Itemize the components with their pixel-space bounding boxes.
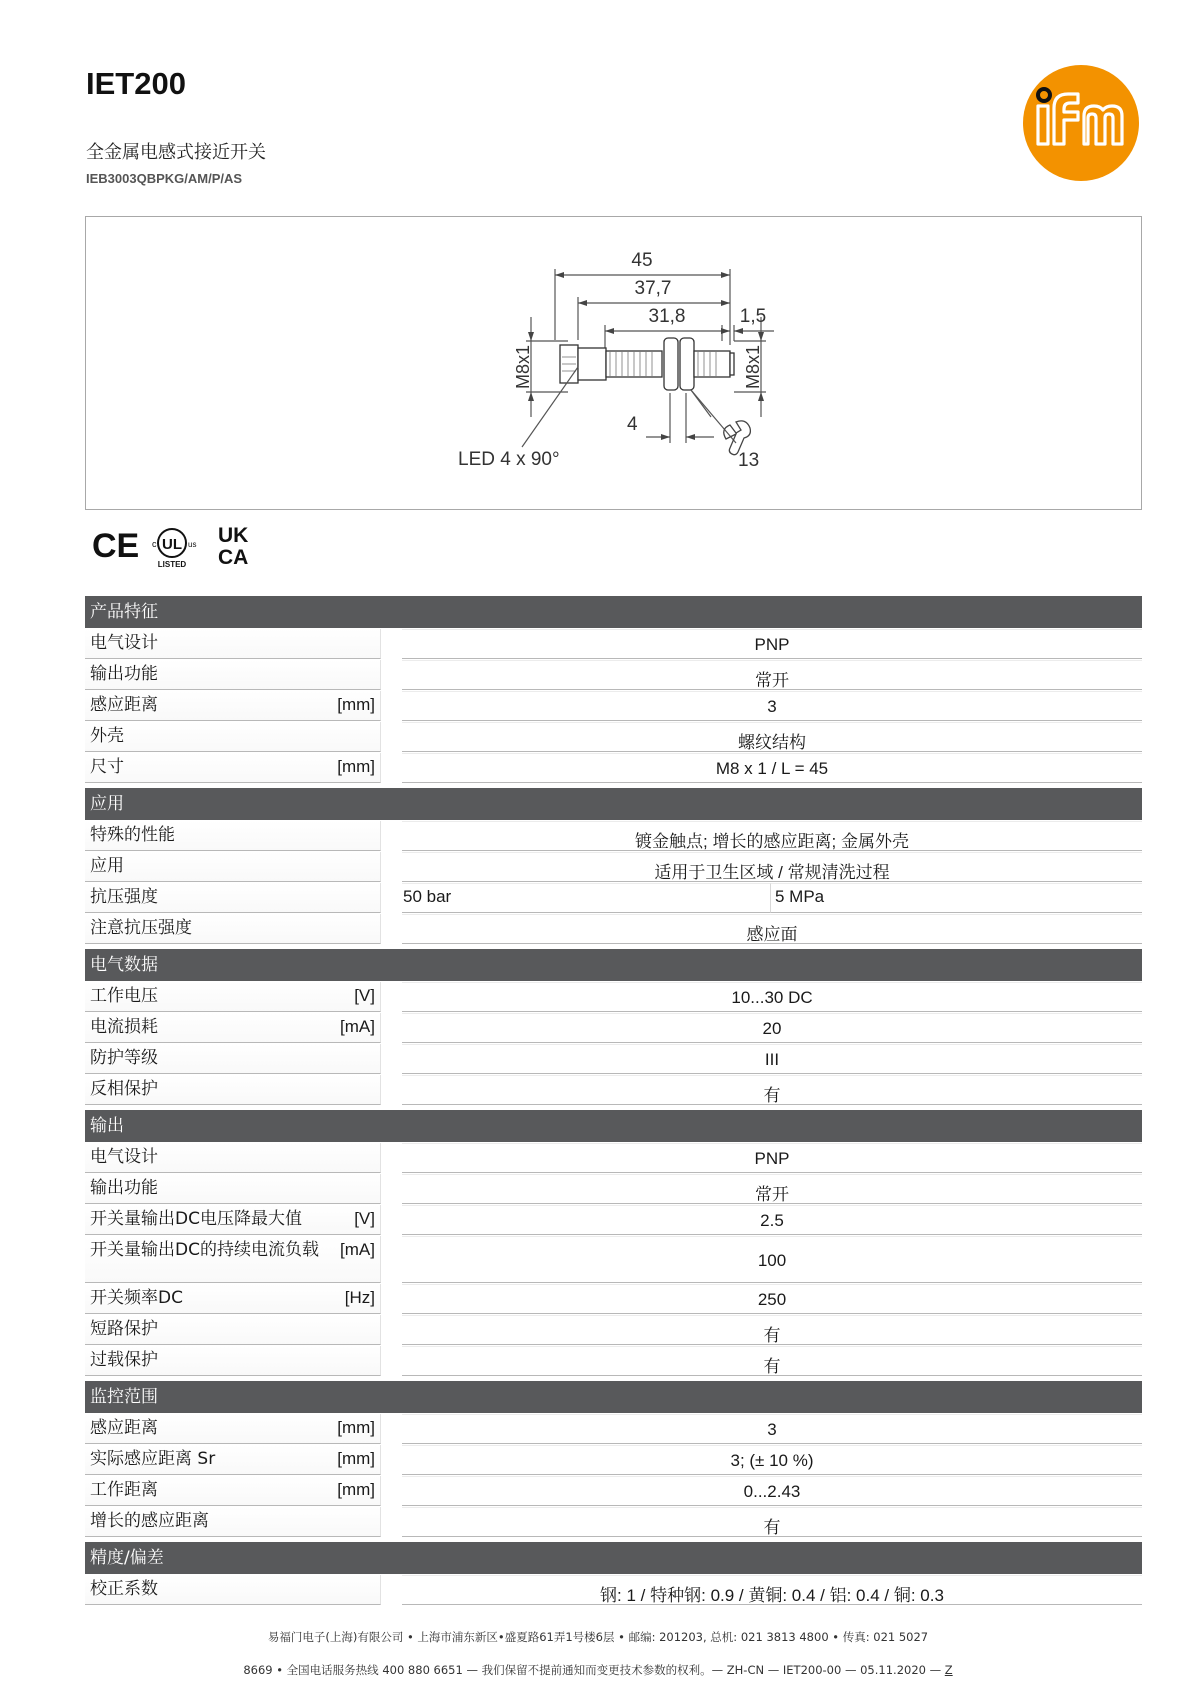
spec-row (85, 1284, 1142, 1314)
spec-label-cell (85, 1315, 381, 1345)
spec-value: 镀金触点; 增长的感应距离; 金属外壳 (402, 821, 1142, 851)
spec-row (85, 722, 1142, 752)
dimension-drawing (85, 216, 1142, 510)
product-subtitle: 全金属电感式接近开关 (86, 142, 266, 163)
spec-label-cell (85, 1346, 381, 1376)
dim-mid: 37,7 (634, 278, 672, 299)
wrench-size-label: 13 (738, 450, 760, 471)
thread-left-label: M8x1 (513, 344, 533, 390)
spec-value: 0...2.43 (402, 1476, 1142, 1506)
spec-value: 20 (402, 1013, 1142, 1043)
spec-value: 有 (402, 1346, 1142, 1376)
spec-label-cell (85, 722, 381, 752)
spec-value: PNP (402, 629, 1142, 659)
spec-unit: [mm] (337, 695, 375, 714)
spec-value: 适用于卫生区域 / 常规清洗过程 (402, 852, 1142, 882)
spec-label-cell (85, 1414, 381, 1444)
spec-row (85, 1143, 1142, 1173)
spec-label: 开关量输出DC的持续电流负载 (90, 1240, 319, 1260)
spec-row (85, 1476, 1142, 1506)
spec-row (85, 660, 1142, 690)
spec-label: 过载保护 (90, 1350, 158, 1370)
spec-value: M8 x 1 / L = 45 (402, 753, 1142, 783)
spec-unit: [mA] (340, 1240, 375, 1259)
spec-label: 反相保护 (90, 1079, 158, 1099)
spec-label: 注意抗压强度 (90, 918, 192, 938)
spec-label: 电流损耗 (90, 1017, 158, 1037)
spec-unit: [mm] (337, 1418, 375, 1437)
section-header: 应用 (85, 788, 1142, 820)
spec-label-cell (85, 1013, 381, 1043)
section-header: 电气数据 (85, 949, 1142, 981)
spec-label: 外壳 (90, 726, 124, 746)
spec-label: 输出功能 (90, 664, 158, 684)
ifm-logo-icon (1022, 64, 1140, 182)
spec-label: 校正系数 (90, 1579, 158, 1599)
section-header: 输出 (85, 1110, 1142, 1142)
spec-label-cell (85, 852, 381, 882)
spec-label-cell (85, 1476, 381, 1506)
spec-row (85, 1013, 1142, 1043)
spec-label: 实际感应距离 Sr (90, 1449, 216, 1469)
dim-thread: 31,8 (648, 306, 686, 327)
spec-label-cell (85, 753, 381, 783)
spec-label-cell (85, 1445, 381, 1475)
spec-label-cell (85, 1236, 381, 1283)
footer-doc-icon: Z (944, 1663, 953, 1677)
spec-label-cell (85, 982, 381, 1012)
spec-unit: [Hz] (344, 1288, 375, 1307)
spec-label: 工作距离 (90, 1480, 158, 1500)
spec-row (85, 982, 1142, 1012)
spec-label: 短路保护 (90, 1319, 158, 1339)
spec-row (85, 753, 1142, 783)
spec-row (85, 1575, 1142, 1605)
spec-row (85, 1346, 1142, 1376)
spec-value: 100 (402, 1236, 1142, 1283)
spec-label: 输出功能 (90, 1178, 158, 1198)
spec-label-cell (85, 660, 381, 690)
section-header: 监控范围 (85, 1381, 1142, 1413)
spec-row (85, 1445, 1142, 1475)
dim-end: 1,5 (739, 306, 767, 327)
section-header: 精度/偏差 (85, 1542, 1142, 1574)
spec-value: 250 (402, 1284, 1142, 1314)
spec-unit: [mA] (340, 1017, 375, 1036)
spec-label: 工作电压 (90, 986, 158, 1006)
spec-value: 钢: 1 / 特种钢: 0.9 / 黄铜: 0.4 / 铝: 0.4 / 铜: 0.3 (402, 1575, 1142, 1605)
svg-text:UL: UL (162, 536, 182, 553)
spec-row (85, 1236, 1142, 1283)
spec-label: 开关频率DC (90, 1288, 183, 1308)
spec-label: 感应距离 (90, 1418, 158, 1438)
spec-value: 感应面 (402, 914, 1142, 944)
spec-row (85, 852, 1142, 882)
certification-marks (90, 522, 270, 568)
spec-value: 常开 (402, 1174, 1142, 1204)
spec-label: 增长的感应距离 (90, 1511, 209, 1531)
spec-value: 有 (402, 1315, 1142, 1345)
footer-legal (0, 1662, 1196, 1678)
led-note: LED 4 x 90° (458, 449, 560, 470)
spec-label-cell (85, 1575, 381, 1605)
ukca-mark-icon (218, 524, 248, 568)
spec-value: 2.5 (402, 1205, 1142, 1235)
svg-text:us: us (188, 540, 197, 549)
spec-value: 有 (402, 1075, 1142, 1105)
spec-label: 电气设计 (90, 633, 158, 653)
spec-label-cell (85, 691, 381, 721)
spec-label: 应用 (90, 856, 124, 876)
spec-value: 3 (402, 691, 1142, 721)
spec-unit: [mm] (337, 1480, 375, 1499)
spec-label-cell (85, 1284, 381, 1314)
spec-label: 防护等级 (90, 1048, 158, 1068)
spec-unit: [V] (354, 1209, 375, 1228)
spec-label: 特殊的性能 (90, 825, 175, 845)
spec-label-cell (85, 1507, 381, 1537)
spec-row (85, 1044, 1142, 1074)
article-code: IEB3003QBPKG/AM/P/AS (86, 171, 243, 186)
spec-label: 感应距离 (90, 695, 158, 715)
spec-table (85, 596, 1142, 1605)
spec-value: III (402, 1044, 1142, 1074)
spec-label-cell (85, 629, 381, 659)
spec-unit: [V] (354, 986, 375, 1005)
spec-label-cell (85, 821, 381, 851)
spec-value: 50 bar (402, 883, 770, 913)
footer-address: 易福门电子(上海)有限公司 • 上海市浦东新区•盛夏路61弄1号楼6层 • 邮编: 201203, 总机: 021 3813 4800 • 传真: 021 5027 (267, 1630, 929, 1644)
section-header: 产品特征 (85, 596, 1142, 628)
spec-label: 开关量输出DC电压降最大值 (90, 1209, 302, 1229)
spec-row (85, 1414, 1142, 1444)
spec-value: 螺纹结构 (402, 722, 1142, 752)
spec-row (85, 629, 1142, 659)
spec-row (85, 1507, 1142, 1537)
spec-row (85, 1315, 1142, 1345)
spec-value: PNP (402, 1143, 1142, 1173)
spec-row (85, 914, 1142, 944)
thread-right-label: M8x1 (743, 344, 763, 390)
svg-text:LISTED: LISTED (157, 560, 187, 568)
spec-row (85, 1205, 1142, 1235)
svg-text:CE: CE (92, 527, 140, 565)
spec-label-cell (85, 914, 381, 944)
spec-unit: [mm] (337, 1449, 375, 1468)
nut-width-label: 4 (627, 414, 638, 435)
spec-label-cell (85, 1075, 381, 1105)
page-title: IET200 (86, 66, 186, 101)
spec-row (85, 691, 1142, 721)
ul-listed-icon (152, 529, 196, 568)
spec-unit: [mm] (337, 757, 375, 776)
ce-mark-icon (92, 527, 139, 565)
spec-label-cell (85, 1044, 381, 1074)
spec-value: 10...30 DC (402, 982, 1142, 1012)
spec-label: 尺寸 (90, 757, 124, 777)
spec-value: 有 (402, 1507, 1142, 1537)
spec-label: 电气设计 (90, 1147, 158, 1167)
spec-label-cell (85, 1205, 381, 1235)
svg-text:c: c (152, 539, 157, 549)
spec-row (85, 883, 1142, 913)
spec-row (85, 821, 1142, 851)
spec-value: 5 MPa (770, 883, 1142, 913)
spec-label-cell (85, 883, 381, 913)
spec-value: 3; (± 10 %) (402, 1445, 1142, 1475)
spec-label: 抗压强度 (90, 887, 158, 907)
spec-label-cell (85, 1174, 381, 1204)
spec-row (85, 1174, 1142, 1204)
spec-row (85, 1075, 1142, 1105)
footer-legal-text: 8669 • 全国电话服务热线 400 880 6651 — 我们保留不提前通知而变更技术参数的权利。— ZH-CN — IET200-00 — 05.11.2020 — (243, 1663, 942, 1677)
dim-total: 45 (631, 250, 653, 271)
spec-label-cell (85, 1143, 381, 1173)
spec-value: 常开 (402, 660, 1142, 690)
svg-text:CA: CA (218, 546, 249, 568)
svg-text:UK: UK (218, 524, 249, 547)
spec-value: 3 (402, 1414, 1142, 1444)
